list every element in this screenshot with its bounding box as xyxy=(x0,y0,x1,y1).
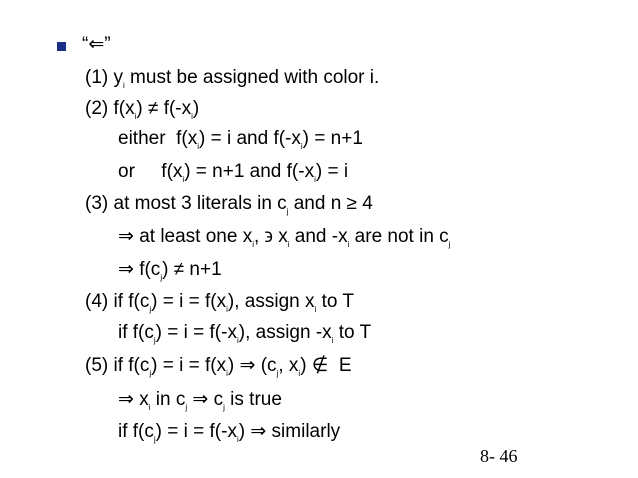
subscript-index: i xyxy=(123,81,125,90)
line-text-segment: ⇒ f(c xyxy=(118,259,161,280)
subscript-index: i xyxy=(287,240,290,249)
text-line-9 xyxy=(85,291,354,313)
subscript-index: i xyxy=(148,403,151,412)
line-text-segment: ⇒ c xyxy=(187,389,224,410)
subscript-index: i xyxy=(252,240,254,249)
text-line-8 xyxy=(118,259,222,281)
subscript-index: i xyxy=(236,435,239,444)
line-text-segment: or f(x xyxy=(118,161,183,182)
line-text-segment: if f(c xyxy=(118,421,154,442)
subscript-index: i xyxy=(226,369,228,378)
line-text-segment: (5) if f(c xyxy=(85,355,150,376)
subscript-index: j xyxy=(149,305,152,314)
line-text-segment: ) ≠ n+1 xyxy=(162,259,222,280)
line-text-segment: ) = i = f(-x xyxy=(155,421,237,442)
line-text-segment: ) ⇒ similarly xyxy=(238,421,341,442)
line-text-segment: “⇐” xyxy=(82,34,111,55)
line-text-segment: ), assign x xyxy=(227,291,315,312)
subscript-index: i xyxy=(134,112,137,121)
subscript-index: j xyxy=(448,240,451,249)
line-text-segment: if f(c xyxy=(118,322,154,343)
text-line-7 xyxy=(118,226,450,248)
subscript-index: i xyxy=(236,336,239,345)
line-text-segment: ) ∉ E xyxy=(300,355,352,376)
bullet-square-icon xyxy=(57,42,66,51)
subscript-index: i xyxy=(191,112,193,121)
line-text-segment: ) ≠ f(-x xyxy=(136,98,192,119)
line-text-segment: (1) y xyxy=(85,67,123,88)
subscript-index: j xyxy=(185,403,188,412)
subscript-index: j xyxy=(276,369,279,378)
line-text-segment: ) ⇒ (c xyxy=(227,355,277,376)
subscript-index: j xyxy=(153,435,156,444)
line-text-segment: ) = n+1 xyxy=(302,128,363,149)
subscript-index: i xyxy=(347,240,350,249)
line-text-segment: ⇒ x xyxy=(118,389,149,410)
subscript-index: j xyxy=(149,369,152,378)
subscript-index: i xyxy=(314,305,317,314)
text-line-1 xyxy=(82,34,111,56)
line-text-segment: ) = i and f(-x xyxy=(198,128,301,149)
line-text-segment: , x xyxy=(278,355,299,376)
subscript-index: j xyxy=(223,403,225,412)
subscript-index: i xyxy=(331,336,334,345)
text-line-11 xyxy=(85,355,352,377)
line-text-segment: must be assigned with color i. xyxy=(124,67,380,88)
subscript-index: i xyxy=(182,175,185,184)
line-text-segment: and -x xyxy=(289,226,348,247)
subscript-index: j xyxy=(160,273,163,282)
subscript-index: i xyxy=(314,175,316,184)
line-text-segment: ) = i = f(x xyxy=(151,291,227,312)
line-text-segment: and n ≥ 4 xyxy=(288,193,373,214)
line-text-segment: (2) f(x xyxy=(85,98,135,119)
page-number: 8- 46 xyxy=(480,446,518,466)
text-line-10 xyxy=(118,322,371,344)
line-text-segment: ) = i = f(-x xyxy=(155,322,237,343)
line-text-segment: ), assign -x xyxy=(238,322,332,343)
line-text-segment: ) = i xyxy=(315,161,349,182)
text-line-5 xyxy=(118,161,348,183)
line-text-segment: ) = n+1 and f(-x xyxy=(184,161,315,182)
text-line-6 xyxy=(85,193,373,215)
text-line-3 xyxy=(85,98,199,120)
text-line-2 xyxy=(85,67,379,89)
line-text-segment: ) xyxy=(192,98,200,119)
line-text-segment: (4) if f(c xyxy=(85,291,150,312)
line-text-segment: ) = i = f(x xyxy=(151,355,227,376)
line-text-segment: ⇒ at least one x xyxy=(118,226,253,247)
subscript-index: j xyxy=(153,336,156,345)
line-text-segment: in c xyxy=(150,389,186,410)
text-line-4 xyxy=(118,128,363,150)
line-text-segment: , ϶ x xyxy=(254,226,288,247)
subscript-index: j xyxy=(286,207,289,216)
line-text-segment: to T xyxy=(316,291,354,312)
subscript-index: i xyxy=(226,305,228,314)
line-text-segment: to T xyxy=(333,322,372,343)
line-text-segment: is true xyxy=(224,389,282,410)
text-line-13 xyxy=(118,421,340,443)
subscript-index: i xyxy=(300,142,303,151)
line-text-segment: are not in c xyxy=(349,226,449,247)
line-text-segment: (3) at most 3 literals in c xyxy=(85,193,287,214)
subscript-index: i xyxy=(197,142,199,151)
line-text-segment: either f(x xyxy=(118,128,198,149)
text-line-12 xyxy=(118,389,282,411)
subscript-index: i xyxy=(298,369,301,378)
